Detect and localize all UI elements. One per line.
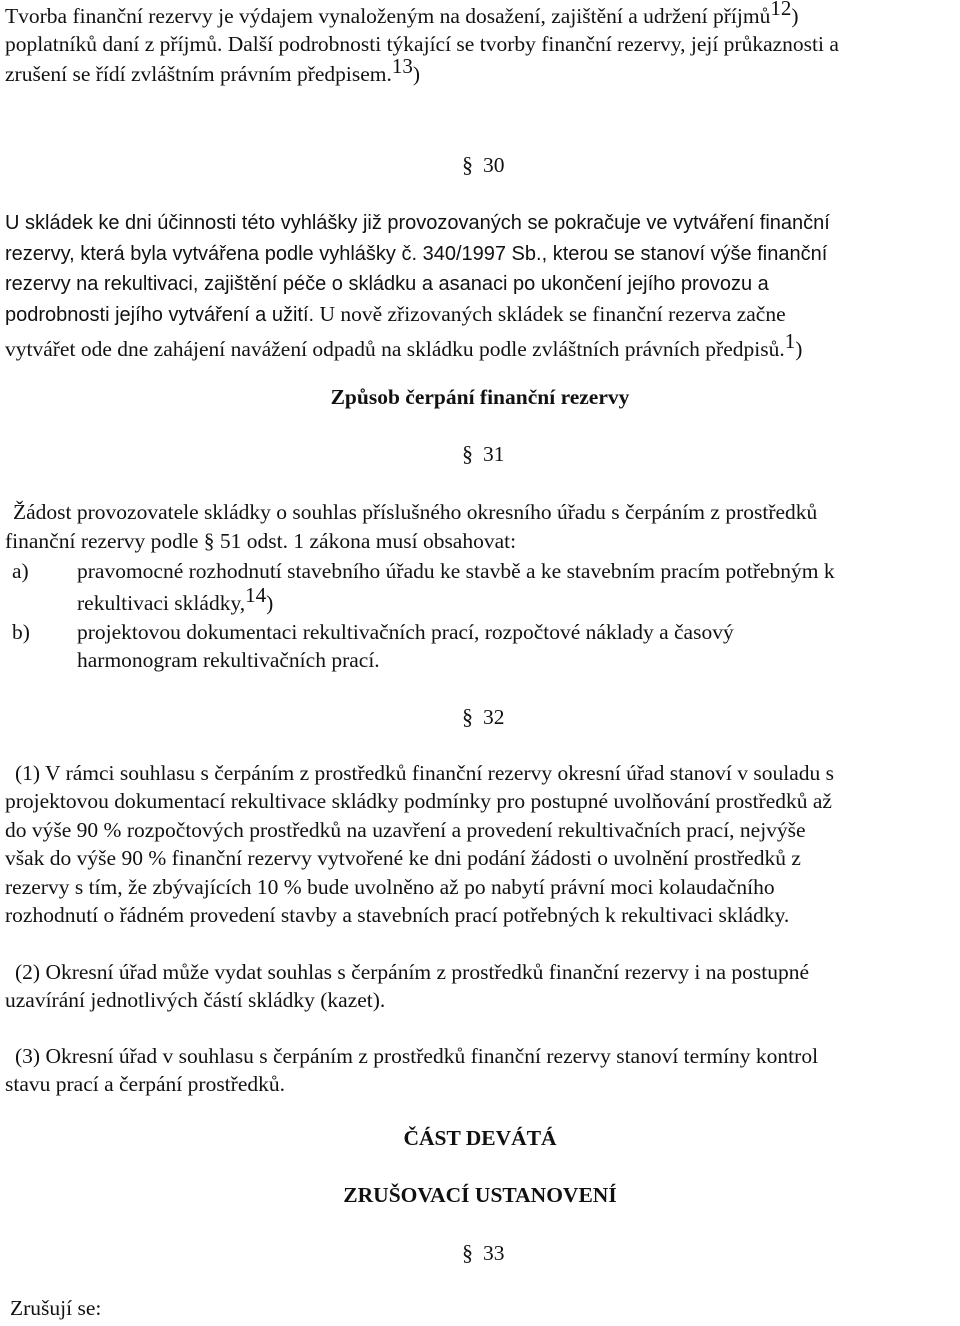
- s30-line-4: [5, 299, 957, 330]
- s30-line-2-sans: rezervy, která byla vytvářena podle vyhlášky č. 340/1997 Sb.: [5, 243, 542, 265]
- intro-line-1: [5, 2, 957, 30]
- s32-p1-line: rezervy s tím, že zbývajících 10 % bude uvolněno až po nabytí právní moci kolaudačního: [5, 874, 775, 899]
- list-item-a-line-2-text: rekultivaci skládky,: [77, 591, 246, 615]
- s32-p2-line: uzavírání jednotlivých částí skládky (kazet).: [5, 988, 386, 1012]
- s30-line-3: rezervy na rekultivaci, zajištění péče o skládku a asanaci po ukončení jejího provozu a: [5, 273, 769, 295]
- section-31-intro: [5, 498, 957, 556]
- footnote-ref-1: 1: [784, 329, 796, 353]
- intro-line-3: [5, 54, 957, 88]
- section-32-para-3: [5, 1042, 957, 1098]
- s30-line-2-rest: , kterou se stanoví výše finanční: [541, 243, 828, 265]
- footnote-ref-14: 14: [245, 583, 267, 607]
- section-31-heading: [462, 441, 505, 467]
- s30-line-5-text: vytvářet ode dne zahájení navážení odpadů na skládku podle zvláštních právních předpisů.: [5, 337, 785, 361]
- list-item-a-line-2: [77, 583, 835, 618]
- section-sign-icon: §: [462, 704, 473, 729]
- s30-line-1: U skládek ke dni účinnosti této vyhlášky již provozovaných se pokračuje ve vytváření finanční: [5, 212, 830, 234]
- list-item-label: b): [12, 620, 30, 644]
- s31-line-1: Žádost provozovatele skládky o souhlas příslušného okresního úřadu s čerpáním z prostředků: [13, 500, 818, 524]
- footnote-paren: ): [791, 4, 799, 28]
- s32-p1-line: projektovou dokumentací rekultivace skládky podmínky pro postupné uvolňování prostředků až: [5, 789, 832, 814]
- s32-p3-line: (3) Okresní úřad v souhlasu s čerpáním z prostředků finanční rezervy stanoví termíny kontrol: [15, 1044, 819, 1068]
- list-item-b: [5, 618, 955, 676]
- footnote-ref-12: 12: [770, 0, 792, 20]
- s30-line-4-sans: podrobnosti jejího vytváření a užití.: [5, 304, 315, 326]
- s32-p3-line: stavu prací a čerpání prostředků.: [5, 1072, 285, 1096]
- s32-p1-line: rozhodnutí o řádném provedení stavby a stavebních prací potřebných k rekultivaci skládky.: [5, 903, 790, 928]
- section-30-heading: [462, 152, 505, 178]
- s32-p2-line: (2) Okresní úřad může vydat souhlas s čerpáním z prostředků finanční rezervy i na postupné: [15, 960, 810, 984]
- intro-line-3-text: zrušení se řídí zvláštním právním předpisem.: [5, 62, 392, 86]
- s31-line-2: [5, 527, 957, 556]
- section-32-number: 32: [483, 705, 505, 729]
- intro-paragraph: [5, 2, 957, 88]
- section-sign-icon: §: [462, 152, 473, 177]
- list-item-b-line-2: harmonogram rekultivačních prací.: [77, 648, 380, 672]
- footnote-paren: ): [412, 62, 421, 86]
- list-item-b-line-1: projektovou dokumentaci rekultivačních prací, rozpočtové náklady a časový: [77, 620, 734, 644]
- section-33-number: 33: [483, 1241, 505, 1265]
- s32-p1-line: (1) V rámci souhlasu s čerpáním z prostředků finanční rezervy okresní úřad stanoví v souladu s: [15, 761, 834, 785]
- list-item-text: [77, 556, 835, 618]
- intro-line-2: poplatníků daní z příjmů. Další podrobnosti týkající se tvorby finanční rezervy, její průkaznosti a: [5, 32, 839, 56]
- footnote-ref-13: 13: [391, 54, 413, 78]
- s31-line-2-b: 51 odst. 1 zákona musí obsahovat:: [214, 529, 517, 553]
- s32-p1-line: do výše 90 % rozpočtových prostředků na uzavření a provedení rekultivačních prací, nejvýše: [5, 817, 806, 842]
- part-subheading: ZRUŠOVACÍ USTANOVENÍ: [343, 1183, 617, 1207]
- list-item-a: [5, 556, 955, 616]
- heading-zpusob-cerpani: Způsob čerpání finanční rezervy: [330, 385, 630, 409]
- section-30-number: 30: [483, 153, 505, 177]
- intro-line-1-text: Tvorba finanční rezervy je výdajem vynaloženým na dosažení, zajištění a udržení příjmů: [5, 4, 771, 28]
- section-33-heading: [462, 1240, 505, 1266]
- s30-line-2: [5, 238, 957, 269]
- footnote-paren: ): [795, 337, 803, 361]
- section-sign-icon: §: [203, 529, 215, 553]
- s31-line-2-a: finanční rezervy podle: [5, 529, 204, 553]
- section-32-para-2: [5, 958, 957, 1014]
- section-32-heading: [462, 704, 505, 730]
- section-31-number: 31: [483, 442, 505, 466]
- part-heading: ČÁST DEVÁTÁ: [403, 1126, 557, 1150]
- list-item-a-line-1: pravomocné rozhodnutí stavebního úřadu ke stavbě a ke stavebním pracím potřebným k: [77, 559, 835, 583]
- section-33-lead: Zrušují se:: [10, 1296, 102, 1320]
- section-32-para-1: [5, 759, 957, 929]
- s32-p1-line: však do výše 90 % finanční rezervy vytvořené ke dni podání žádosti o uvolnění prostředků z: [5, 846, 801, 871]
- s30-line-5: [5, 329, 957, 364]
- section-30-paragraph: [5, 208, 957, 364]
- section-sign-icon: §: [462, 1240, 473, 1265]
- list-item-text: [77, 618, 734, 674]
- list-item-label: a): [12, 559, 29, 583]
- section-sign-icon: §: [462, 441, 473, 466]
- s30-line-4-serif: U nově zřizovaných skládek se finanční rezerva začne: [314, 302, 786, 326]
- footnote-paren: ): [266, 591, 274, 615]
